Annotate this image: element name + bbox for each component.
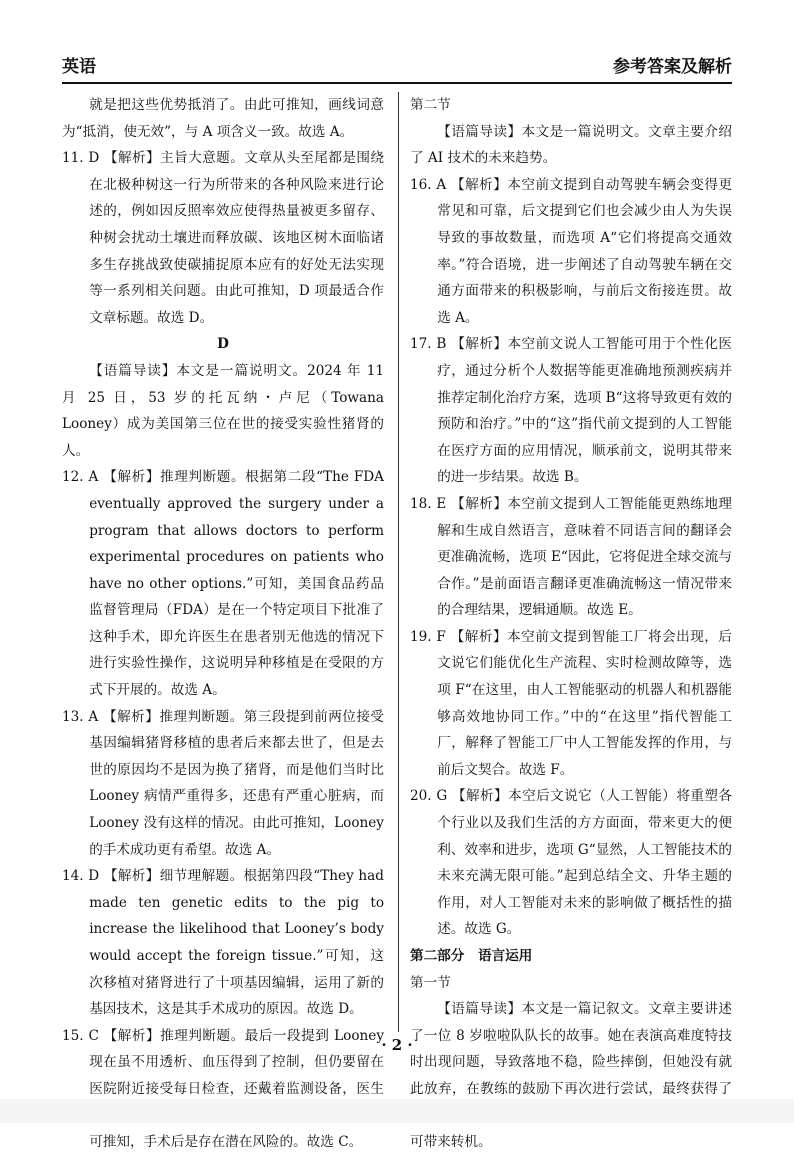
answer-item: 15. C 【解析】推理判断题。最后一段提到 Looney 现在虽不用透析、血压得到了控制，但仍要留在医院附近接受每日检查，还戴着监测设备，医生 可推知，手术后是存在潜在风险的。故选 C。 [62,1027,384,1151]
right-column [410,92,732,1156]
section-title: 参考答案及解析 [613,57,732,77]
answer-item: 11. D 【解析】主旨大意题。文章从头至尾都是围绕在北极种树这一行为所带来的各种风险来进行论述的，例如因反照率效应使得热量被更多留存、种树会扰动土壤进而释放碳、该地区树木面临诸多生存挑战致使碳捕捉原本应有的好处无法实现等一系列相关问题。由此可推知，D 项最适合作文章标题。故选 D。 [62,150,384,326]
subject-label: 英语 [62,57,96,77]
passage-intro: 【语篇导读】本文是一篇说明文。文章主要介绍了 AI 技术的未来趋势。 [410,123,732,167]
answer-item: 13. A 【解析】推理判断题。第三段提到前两位接受基因编辑猪肾移植的患者后来都去世了，但是去世的原因均不是因为换了猪肾，而是他们当时比 Looney 病情严重得多，还患有严重心脏病，而 Looney 没有这样的情况。由此可推知，Looney 的手术成功更有希望。故选 A。 [62,708,384,858]
passage-heading: D [217,336,229,353]
continued-text: 就是把这些优势抵消了。由此可推知，画线词意为“抵消，使无效”，与 A 项含义一致。故选 A。 [62,97,384,140]
answer-item: 19. F 【解析】本空前文提到智能工厂将会出现，后文说它们能优化生产流程、实时检测故障等，选项 F“在这里，由人工智能驱动的机器人和机器能够高效地协同工作。”中的“在这里”指代智能工厂，解释了智能工厂中人工智能发挥的作用，与前后文契合。故选 F。 [410,628,732,778]
page-header [62,46,732,86]
section-label: 第一节 [410,974,451,991]
header-rule [62,82,732,84]
page-bottom-band [0,1099,794,1123]
section-label: 第二节 [410,97,451,113]
answer-item: 18. E 【解析】本空前文提到人工智能能更熟练地理解和生成自然语言，意味着不同语言间的翻译会更准确流畅，选项 E“因此，它将促进全球交流与合作。”是前面语言翻译更准确流畅这一情况带来的合理结果，逻辑通顺。故选 E。 [410,495,732,619]
left-column [62,92,384,1156]
passage-intro: 【语篇导读】本文是一篇记叙文。文章主要讲述了一位 8 岁啦啦队队长的故事。她在表演高难度特技时出现问题，导致落地不稳，险些摔倒，但她没有就此放弃，在教练的鼓励下再次进行尝试，最终获得了 可带来转机。 [410,1001,732,1151]
answer-item: 12. A 【解析】推理判断题。根据第二段“The FDA eventually approved the surgery under a program that allows doctors to perform experimental procedures on patients who have no other options.”可知，美国食品药品监督管理局（FDA）是在一个特定项目下批准了这种手术，即允许医生在患者别无他选的情况下进行实验性操作，这说明异种移植是在受限的方式下开展的。故选 A。 [62,469,384,699]
answer-item: 20. G 【解析】本空后文说它（人工智能）将重塑各个行业以及我们生活的方方面面，带来更大的便利、效率和进步，选项 G“显然，人工智能技术的未来充满无限可能。”起到总结全文、升华主题的作用，对人工智能对未来的影响做了概括性的描述。故选 G。 [410,788,732,938]
answer-item: 14. D 【解析】细节理解题。根据第四段“They had made ten genetic edits to the pig to increase the likelihood that Looney’s body would accept the foreign tissue.”可知，这次移植对猪肾进行了十项基因编辑，运用了新的基因技术，这是其手术成功的原因。故选 D。 [62,868,384,1018]
page-number: · 2 · [381,1036,413,1054]
part-heading: 第二部分 语言运用 [410,948,533,964]
column-divider [398,92,399,1032]
answer-item: 17. B 【解析】本空前文说人工智能可用于个性化医疗，通过分析个人数据等能更准确地预测疾病并推荐定制化治疗方案，选项 B“这将导致更有效的预防和治疗。”中的“这”指代前文提到的人工智能在医疗方面的应用情况，顺承前文，说明其带来的进一步结果。故选 B。 [410,336,732,486]
answer-item: 16. A 【解析】本空前文提到自动驾驶车辆会变得更常见和可靠，后文提到它们也会减少由人为失误导致的事故数量，而选项 A“它们将提高交通效率。”符合语境，进一步阐述了自动驾驶车辆在交通方面带来的积极影响，与前后文衔接连贯。故选 A。 [410,176,732,326]
passage-intro: 【语篇导读】本文是一篇说明文。2024 年 11 月 25 日，53 岁的托瓦纳・卢尼（Towana Looney）成为美国第三位在世的接受实验性猪肾的人。 [62,362,384,459]
